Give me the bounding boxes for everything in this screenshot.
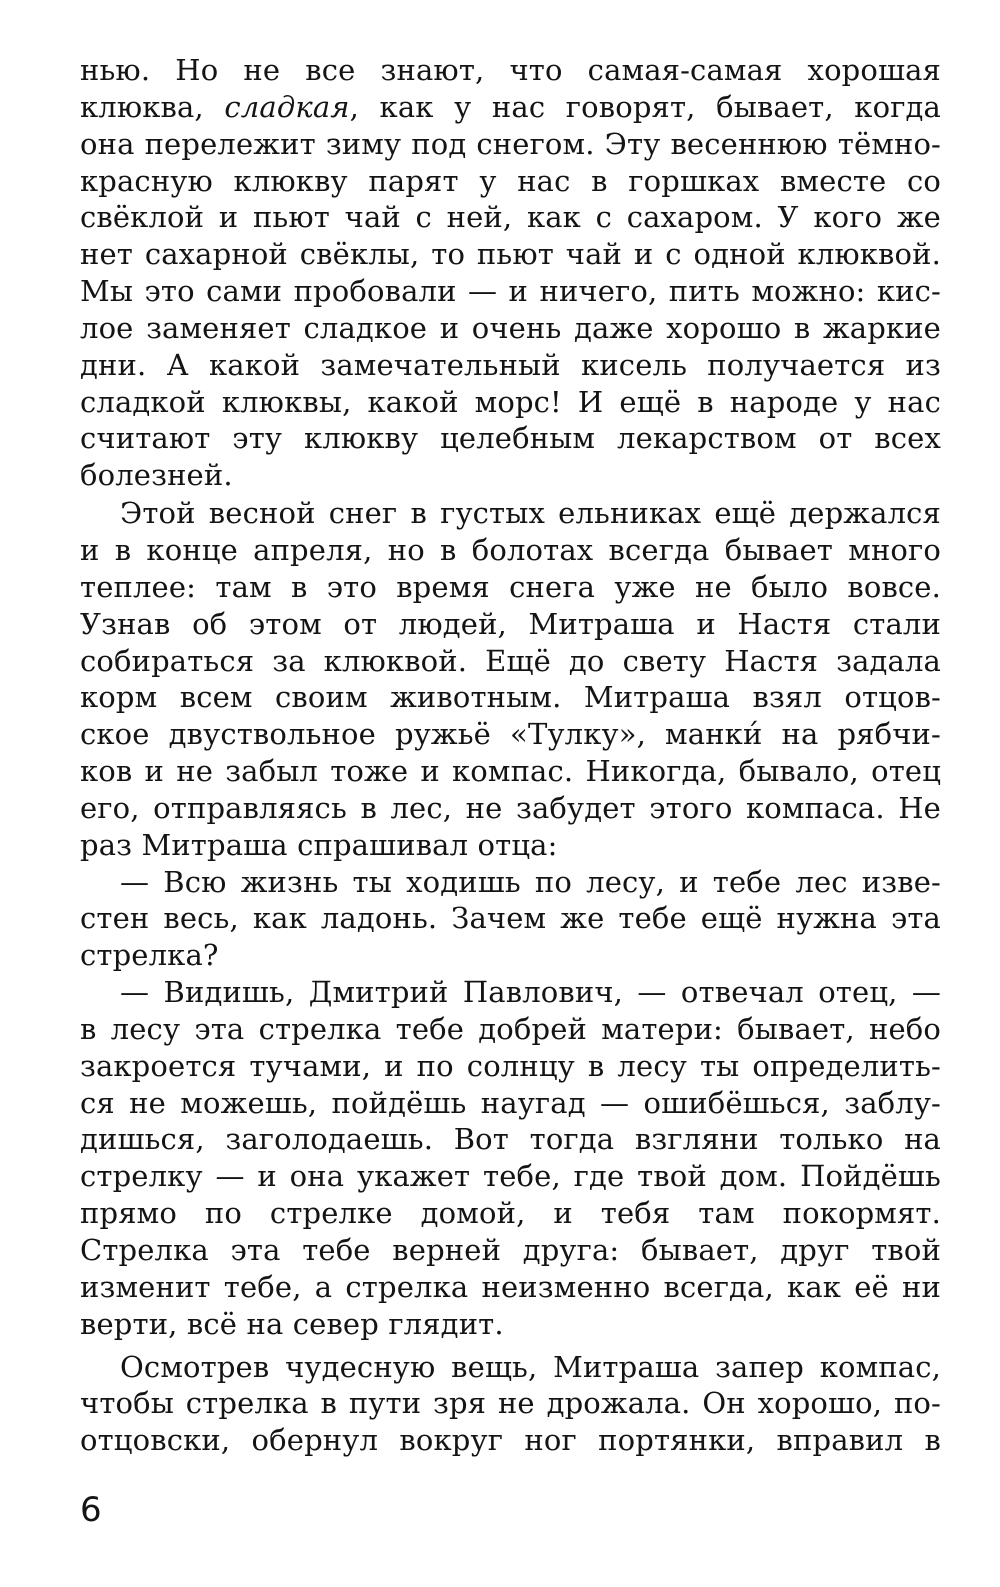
paragraph-start: Осмотрев чудесную вещь, Митраша запер компас, xyxy=(120,1349,941,1384)
paragraph-start: Этой весной снег в густых ельниках ещё держался xyxy=(120,496,941,531)
dialogue-start: — Видишь, Дмитрий Павлович, — отвечал отец, — xyxy=(120,975,941,1010)
text-line: стрелка? xyxy=(80,938,219,973)
text-line: закроется тучами, и по солнцу в лесу ты определить- xyxy=(80,1048,941,1083)
text-line: в лесу эта стрелка тебе добрей матери: бывает, небо xyxy=(80,1011,941,1046)
text-line: красную клюкву парят у нас в горшках вместе со xyxy=(80,163,941,198)
text-line: лое заменяет сладкое и очень даже хорошо в жаркие xyxy=(80,310,941,345)
text-line: Стрелка эта тебе верней друга: бывает, друг твой xyxy=(80,1233,941,1267)
text-line: верти, всё на север глядит. xyxy=(80,1306,504,1341)
text-line: собираться за клюквой. Ещё до свету Настя задала xyxy=(80,643,941,678)
text-line: Узнав об этом от людей, Митраша и Настя стали xyxy=(80,606,941,641)
text-line: дни. А какой замечательный кисель получается из xyxy=(80,347,941,382)
text-line: теплее: там в это время снега уже не было вовсе. xyxy=(80,569,941,604)
text-line: стрелку — и она укажет тебе, где твой дом. Пойдёшь xyxy=(80,1159,941,1194)
text-line xyxy=(80,89,941,126)
text-line: прямо по стрелке домой, и тебя там покормят. xyxy=(80,1196,941,1231)
text-line: считают эту клюкву целебным лекарством от всех xyxy=(80,421,941,456)
text-line: ское двуствольное ружьё «Тулку», манки́ на рябчи- xyxy=(80,717,941,752)
text-line: и в конце апреля, но в болотах всегда бывает много xyxy=(80,532,941,567)
text-line: нью. Но не все знают, что самая-самая хорошая xyxy=(80,53,941,87)
text-line: ся не можешь, пойдёшь наугад — ошибёшься, заблу- xyxy=(80,1085,941,1120)
text-line: чтобы стрелка в пути зря не дрожала. Он хорошо, по- xyxy=(80,1386,941,1421)
text-line: ков и не забыл тоже и компас. Никогда, бывало, отец xyxy=(80,754,941,789)
text-line: раз Митраша спрашивал отца: xyxy=(80,827,558,862)
text-line: нет сахарной свёклы, то пьют чай и с одной клюквой. xyxy=(80,237,941,272)
text-line: стен весь, как ладонь. Зачем же тебе ещё нужна эта xyxy=(80,901,941,936)
text-line: свёклой и пьют чай с ней, как с сахаром. У кого же xyxy=(80,200,941,235)
page-text xyxy=(80,52,941,1459)
text-line: болезней. xyxy=(80,458,233,493)
text-line: сладкой клюквы, какой морс! И ещё в народе у нас xyxy=(80,384,941,419)
dialogue-start: — Всю жизнь ты ходишь по лесу, и тебе лес изве- xyxy=(120,864,941,899)
text-line: корм всем своим животным. Митраша взял отцов- xyxy=(80,680,941,715)
text-line: его, отправляясь в лес, не забудет этого компаса. Не xyxy=(80,790,941,825)
italic-word: сладкая xyxy=(224,89,350,124)
text-segment: клюква, xyxy=(80,89,225,124)
text-line: она перележит зиму под снегом. Эту весеннюю тёмно- xyxy=(80,126,941,161)
page-number: 6 xyxy=(80,1490,102,1530)
text-line: отцовски, обернул вокруг ног портянки, вправил в xyxy=(80,1423,941,1458)
text-line: дишься, заголодаешь. Вот тогда взгляни только на xyxy=(80,1122,941,1157)
text-line: Мы это сами пробовали — и ничего, пить можно: кис- xyxy=(80,274,941,309)
text-segment: , как у нас говорят, бывает, когда xyxy=(349,89,941,124)
text-line: изменит тебе, а стрелка неизменно всегда, как её ни xyxy=(80,1269,941,1304)
